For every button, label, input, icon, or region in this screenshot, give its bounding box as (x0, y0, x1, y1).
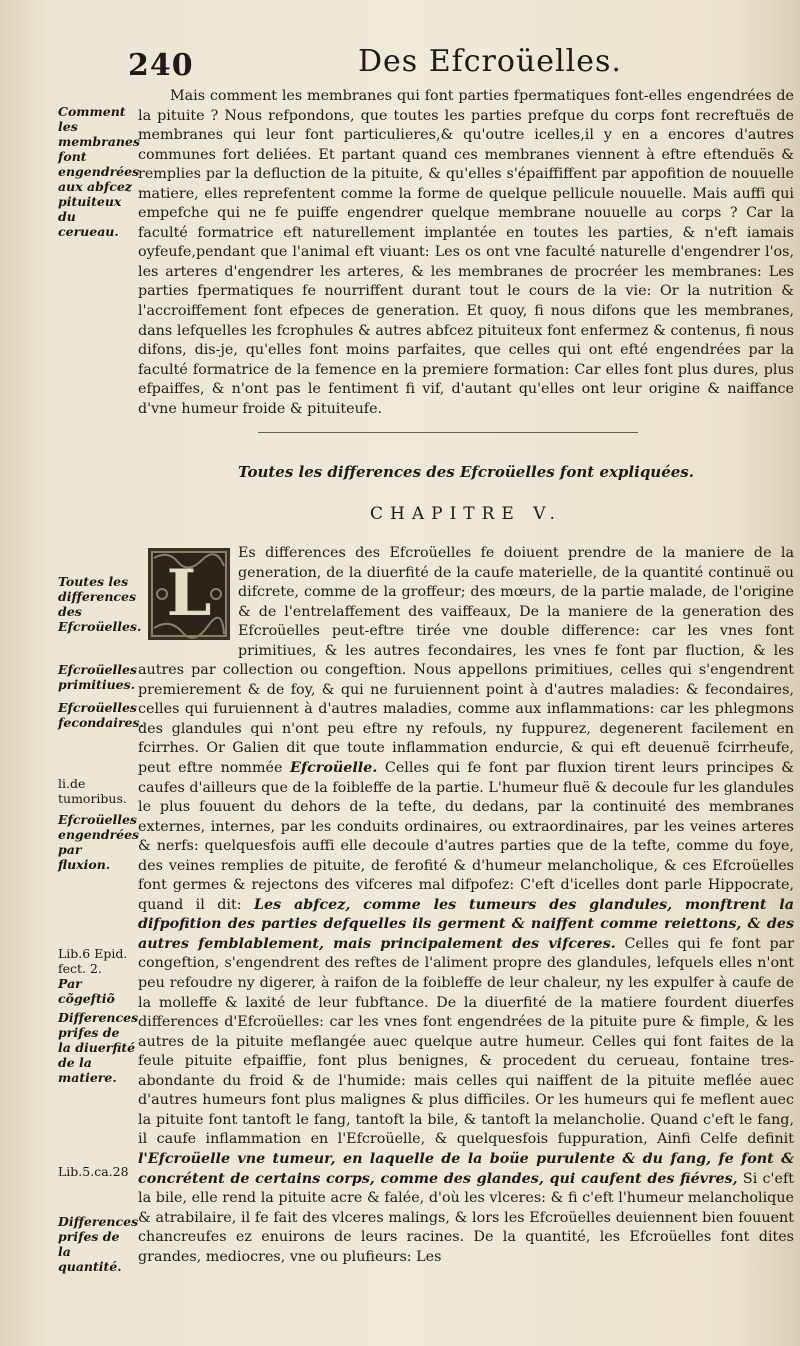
margin-note: Efcroüelles primitiues. (58, 662, 137, 692)
decorated-initial (148, 548, 230, 640)
divider-rule (258, 432, 638, 433)
running-title: Des Efcroüelles. (358, 44, 622, 79)
margin-note: Lib.6 Epid. fect. 2. (58, 946, 128, 976)
margin-note: li.de tumoribus. (58, 776, 127, 806)
chapter-heading: CHAPITRE V. (370, 504, 562, 524)
page-header (0, 44, 800, 84)
margin-note: Lib.5.ca.28 (58, 1164, 129, 1179)
dropcap-letter: L (166, 556, 212, 631)
margin-note: Efcroüelles engendrées par fluxion. (58, 812, 140, 872)
text-run: Celles qui fe font par congeftion, s'engendrent des reftes de l'aliment propre des glandules, lefquels elles n'ont peu refoudre ny digerer, à raifon de la foibleffe de leur chaleur, ny les expulfer à caufe de la molleffe & laxité de leur fubftance. De la diuerfité de la matiere fourdent diuerfes differences d'Efcroüelles: car les vnes font engendrées de la pituite pure & fimple, & les autres de la pituite meflangée auec quelque autre humeur. Celles qui font faites de la feule pituite efpaiffie, font plus benignes, & procedent du cerueau, fontaine tres-abondante du froid & de l'humide: mais celles qui naiffent de la pituite meflée auec d'autres humeurs font plus malignes & plus difficiles. Or les humeurs qui fe meflent auec la pituite font tantoft le fang, tantoft la bile, & tantoft la melancholie. Quand c'eft le fang, il caufe inflammation en l'Efcroüelle, & quelquesfois fuppuration, Ainfi Celfe definit (138, 935, 794, 1148)
margin-note: Differences prifes de la quantité. (58, 1214, 139, 1274)
text-run: Si c'eft la bile, elle rend la pituite acre & falée, d'où les vlceres: & fi c'eft l'humeur melancholique & atrabilaire, il fe fait des vlceres malings, & lors les Efcroüelles deuiennent bien fouuent chancreufes ez enuirons de leurs racines. De la quantité, les Efcroüelles font dites grandes, mediocres, vne ou plufieurs: Les (138, 1170, 794, 1265)
page-number: 240 (128, 48, 194, 83)
text-run: Celles qui fe font par fluxion tirent leurs principes & caufes d'ailleurs que de la foibleffe de la partie. L'humeur fluë & decoule fur les glandules le plus fouuent du dehors de la tefte, du dedans, par la continuité des membranes externes, internes, par les conduits ordinaires, ou extraordinaires, par les veines arteres & nerfs: quelquesfois auffi elle decoule d'autres parties que de la tefte, comme du foye, des veines remplies de pituite, de ferofité & d'humeur melancholique, & ces Efcroüelles font germes & rejectons des vifceres mal difpofez: C'eft d'icelles dont parle Hippocrate, quand il dit: (138, 760, 794, 913)
paragraph-text: Mais comment les membranes qui font parties fpermatiques font-elles engendrées de la pituite ? Nous refpondons, que toutes les parties prefque du corps font recreftuës de membranes qui leur font particulieres,& qu'outre icelles,il y en a encores d'autres communes fort deliées. Et partant quand ces membranes viennent à eftre eftenduës & remplies par la defluction de la pituite, & qu'elles s'épaiffiffent par appofition de nouuelle matiere, elles reprefentent comme la forme de quelque pellicule nouuelle. Mais auffi qui empefche qui ne fe puiffe engendrer quelque membrane nouuelle au corps ? Car la faculté formatrice eft naturellement implantée en toutes les parties, & n'eft iamais oyfeufe,pendant que l'animal eft viuant: Les os ont vne faculté naturelle d'engendrer l'os, les arteres d'engendrer les arteres, & les membranes de procréer les membranes: Les parties fpermatiques fe nourriffent durant tout le cours de la vie: Or la nutrition & l'accroiffement font efpeces de generation. Et quoy, fi nous difons que les membranes, dans lefquelles les fcrophules & autres abfcez pituiteux font enfermez & contenus, fi nous difons, dis-je, qu'elles font moins parfaites, que celles qui ont efté engendrées par la faculté formatrice de la femence en la premiere formation: Car elles font plus dures, plus efpaiffes, & n'ont pas le fentiment fi vif, d'autant qu'elles ont leur origine & naiffance d'vne humeur froide & pituiteufe. (138, 88, 794, 417)
italic-quote: l'Efcroüelle vne tumeur, en laquelle de la boüe purulente & du fang, fe font & concrétent de certains corps, comme des glandes, qui caufent des fiévres, (138, 1150, 794, 1187)
margin-note: Comment les membranes font engendrées aux abfcez pituiteux du cerueau. (58, 104, 140, 239)
margin-note: Par cõgeftiõ (58, 976, 115, 1006)
section-title: Toutes les differences des Efcroüelles font expliquées. (238, 463, 694, 481)
margin-note: Efcroüelles fecondaires. (58, 700, 144, 730)
text-run: Es differences des Efcroüelles fe doiuent prendre de la maniere de la generation, de la diuerfité de la caufe materielle, de la quantité continuë ou difcrete, comme de la groffeur; des mœurs, de la partie malade, de l'origine & de l'entrelaffement des vaiffeaux, De la maniere de la generation des Efcroüelles peut-eftre tirée vne double difference: car les vnes font primitiues, & les autres fecondaires, les vnes fe font par fluction, & les autres par collection ou congeftion. Nous appellons primitiues, celles qui s'engendrent premierement & de foy, & qui ne furuiennent point à d'autres maladies: & fecondaires, celles qui furuiennent à d'autres maladies, comme aux inflammations: car les phlegmons des glandules qui n'ont peu eftre ny refouls, ny fuppurez, degenerent facilement en fcirrhes. Or Galien dit que toute inflammation endurcie, & qui eft deuenuë fcirrheufe, peut eftre nommée (138, 545, 794, 777)
paragraph (138, 544, 794, 1267)
italic-quote: Les abfcez, comme les tumeurs des glandules, monftrent la difpofition des parties defquelles ils germent & naiffent comme reiettons, & des autres femblablement, mais principalement des vifceres. (138, 896, 794, 952)
paragraph (138, 87, 794, 419)
paragraph-text (138, 544, 794, 1267)
margin-note: Toutes les differences des Efcroüelles. (58, 574, 142, 634)
italic-text: Efcroüelle. (290, 760, 378, 777)
margin-note: Differences prifes de la diuerfité de la matiere. (58, 1010, 139, 1085)
